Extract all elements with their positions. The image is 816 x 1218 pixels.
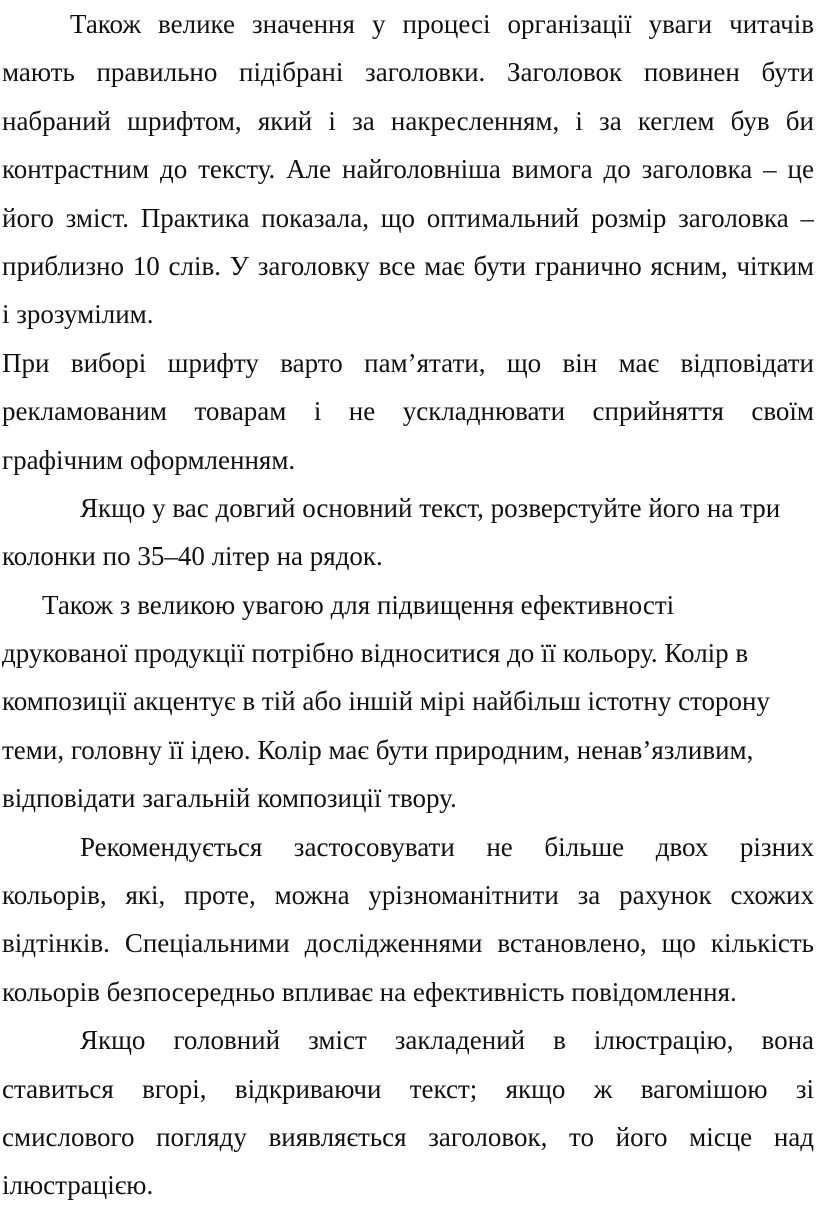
- text-line: кольорів безпосередньо впливає на ефективність повідомлення.: [2, 976, 737, 1007]
- text-line: композиції акцентує в тій або іншій мірі найбільш істотну сторону: [2, 686, 770, 717]
- text-line: кольорів, які, проте, можна урізноманітнити за рахунок схожих: [2, 880, 814, 911]
- text-line: мають правильно підібрані заголовки. Заголовок повинен бути: [2, 57, 814, 88]
- text-line: відтінків. Спеціальними дослідженнями встановлено, що кількість: [2, 928, 814, 959]
- text-line: приблизно 10 слів. У заголовку все має бути гранично ясним, чітким: [2, 250, 814, 281]
- text-line: Рекомендується застосовувати не більше двох різних: [80, 831, 814, 862]
- text-line: смислового погляду виявляється заголовок, то його місце над: [2, 1121, 814, 1152]
- text-line: контрастним до тексту. Але найголовніша вимога до заголовка – це: [2, 154, 814, 185]
- text-line: Також з великою увагою для підвищення ефективності: [42, 589, 675, 620]
- text-line: ставиться вгорі, відкриваючи текст; якщо ж вагомішою зі: [2, 1073, 814, 1104]
- text-line: рекламованим товарам і не ускладнювати сприйняття своїм: [2, 396, 814, 427]
- text-line: теми, головну її ідею. Колір має бути природним, ненав’язливим,: [2, 734, 754, 765]
- text-line: набраний шрифтом, який і за накресленням, і за кеглем був би: [2, 105, 814, 136]
- text-line: Якщо у вас довгий основний текст, розверстуйте його на три: [80, 492, 781, 523]
- text-line: Також велике значення у процесі організації уваги читачів: [70, 9, 814, 39]
- text-line: друкованої продукції потрібно відноситися до її кольору. Колір в: [2, 638, 749, 669]
- text-line: і зрозумілим.: [2, 299, 154, 330]
- text-line: відповідати загальній композиції твору.: [2, 783, 457, 814]
- text-line: При виборі шрифту варто пам’ятати, що він має відповідати: [2, 347, 814, 378]
- text-line: ілюстрацією.: [2, 1170, 154, 1201]
- text-line: колонки по 35–40 літер на рядок.: [2, 541, 383, 572]
- text-line: його зміст. Практика показала, що оптимальний розмір заголовка –: [2, 202, 814, 233]
- text-line: графічним оформленням.: [2, 444, 296, 475]
- text-line: Якщо головний зміст закладений в ілюстрацію, вона: [80, 1025, 814, 1056]
